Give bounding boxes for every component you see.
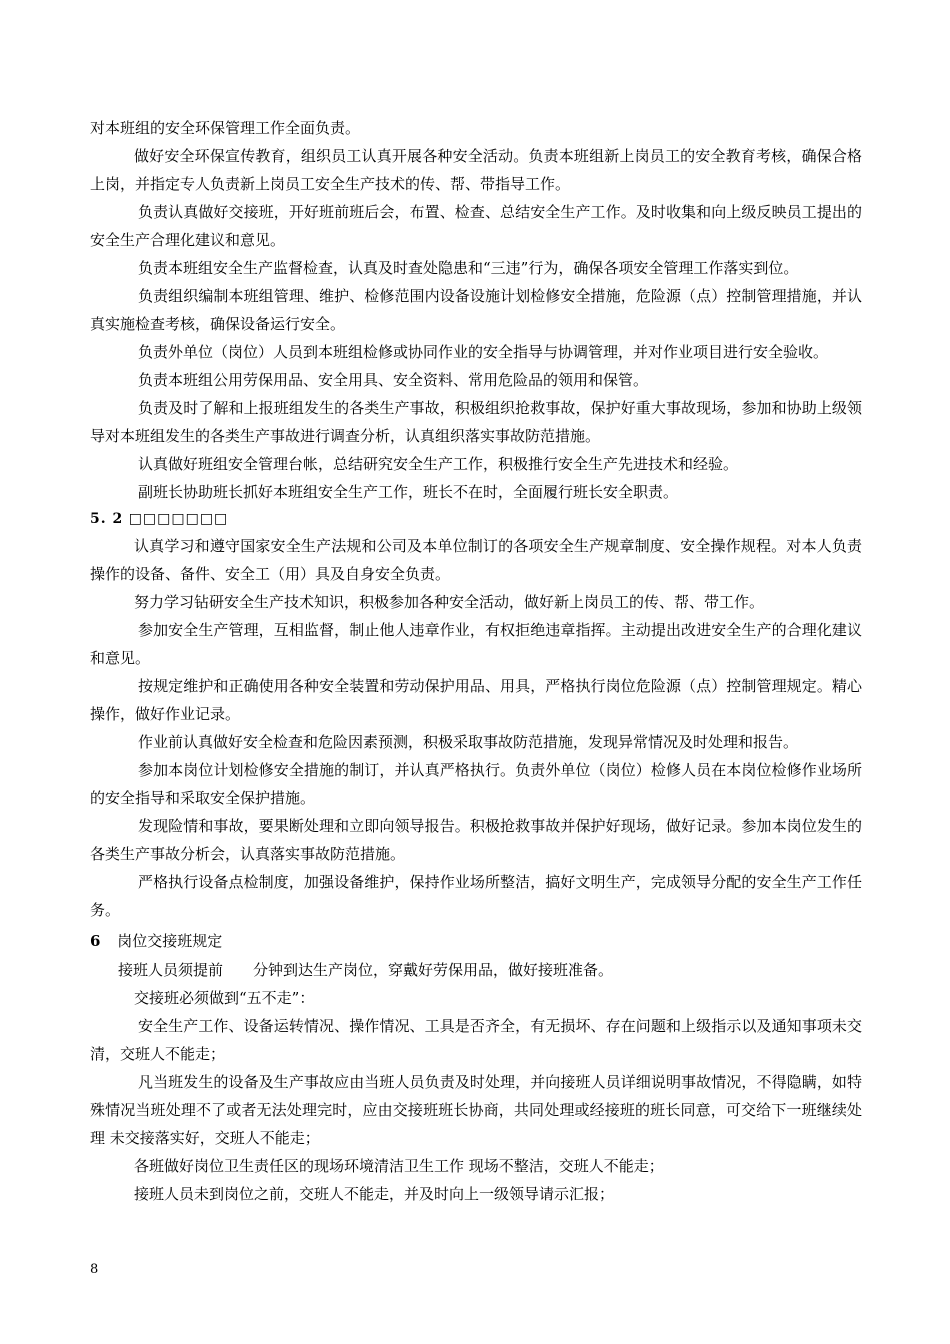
section-heading-5-2 xyxy=(90,506,862,532)
handover-item: 安全生产工作、设备运转情况、操作情况、工具是否齐全，有无损坏、存在问题和上级指示以及通知事项未交清，交班人不能走； xyxy=(90,1017,862,1063)
paragraph: 严格执行设备点检制度，加强设备维护，保持作业场所整洁，搞好文明生产，完成领导分配的安全生产工作任务。 xyxy=(90,873,862,919)
paragraph: 参加本岗位计划检修安全措施的制订，并认真严格执行。负责外单位（岗位）检修人员在本岗位检修作业场所的安全指导和采取安全保护措施。 xyxy=(90,761,862,807)
paragraph: 负责本班组公用劳保用品、安全用具、安全资料、常用危险品的领用和保管。 xyxy=(138,371,649,389)
paragraph: 参加安全生产管理，互相监督，制止他人违章作业，有权拒绝违章指挥。主动提出改进安全生产的合理化建议和意见。 xyxy=(90,621,862,667)
handover-text: 分钟到达生产岗位，穿戴好劳保用品，做好接班准备。 xyxy=(253,961,614,979)
paragraph: 副班长协助班长抓好本班组安全生产工作，班长不在时，全面履行班长安全职责。 xyxy=(138,483,679,501)
paragraph: 负责本班组安全生产监督检查，认真及时查处隐患和“三违”行为，确保各项安全管理工作落实到位。 xyxy=(138,259,799,277)
paragraph: 对本班组的安全环保管理工作全面负责。 xyxy=(90,119,361,137)
paragraph: 负责组织编制本班组管理、维护、检修范围内设备设施计划检修安全措施，危险源（点）控制管理措施，并认真实施检查考核，确保设备运行安全。 xyxy=(90,287,862,333)
section-title: 岗位交接班规定 xyxy=(117,932,223,950)
section-heading-6 xyxy=(90,926,862,956)
paragraph: 负责外单位（岗位）人员到本班组检修或协同作业的安全指导与协调管理，并对作业项目进行安全验收。 xyxy=(138,343,829,361)
paragraph: 按规定维护和正确使用各种安全装置和劳动保护用品、用具，严格执行岗位危险源（点）控制管理规定。精心操作，做好作业记录。 xyxy=(90,677,862,723)
page-number: 8 xyxy=(90,1262,99,1277)
handover-text: 接班人员须提前 xyxy=(118,961,224,979)
handover-line xyxy=(90,956,862,984)
section-number: 6 xyxy=(90,932,101,950)
paragraph: 认真学习和遵守国家安全生产法规和公司及本单位制订的各项安全生产规章制度、安全操作规程。对本人负责操作的设备、备件、安全工（用）具及自身安全负责。 xyxy=(90,537,862,583)
paragraph: 发现险情和事故，要果断处理和立即向领导报告。积极抢救事故并保护好现场，做好记录。参加本岗位发生的各类生产事故分析会，认真落实事故防范措施。 xyxy=(90,817,862,863)
paragraph: 努力学习钻研安全生产技术知识，积极参加各种安全活动，做好新上岗员工的传、帮、带工作。 xyxy=(134,593,765,611)
page-content xyxy=(90,114,862,1208)
section-title: □□□□□□□ xyxy=(128,511,229,527)
handover-item: 接班人员未到岗位之前，交班人不能走，并及时向上一级领导请示汇报； xyxy=(134,1185,615,1203)
paragraph: 认真做好班组安全管理台帐，总结研究安全生产工作，积极推行安全生产先进技术和经验。 xyxy=(138,455,739,473)
handover-item: 凡当班发生的设备及生产事故应由当班人员负责及时处理，并向接班人员详细说明事故情况，不得隐瞒，如特殊情况当班处理不了或者无法处理完时，应由交接班班长协商，共同处理或经接班的班长同意，可交给下一班继续处理 未交接落实好，交班人不能走； xyxy=(90,1073,862,1147)
paragraph: 负责及时了解和上报班组发生的各类生产事故，积极组织抢救事故，保护好重大事故现场，参加和协助上级领导对本班组发生的各类生产事故进行调查分析，认真组织落实事故防范措施。 xyxy=(90,399,862,445)
paragraph: 负责认真做好交接班，开好班前班后会，布置、检查、总结安全生产工作。及时收集和向上级反映员工提出的安全生产合理化建议和意见。 xyxy=(90,203,862,249)
handover-line: 交接班必须做到“五不走”： xyxy=(134,989,315,1007)
handover-item: 各班做好岗位卫生责任区的现场环境清洁卫生工作 现场不整洁，交班人不能走； xyxy=(134,1157,664,1175)
section-number: 5. 2 xyxy=(90,511,124,527)
paragraph: 做好安全环保宣传教育，组织员工认真开展各种安全活动。负责本班组新上岗员工的安全教育考核，确保合格上岗，并指定专人负责新上岗员工安全生产技术的传、帮、带指导工作。 xyxy=(90,147,862,193)
paragraph: 作业前认真做好安全检查和危险因素预测，积极采取事故防范措施，发现异常情况及时处理和报告。 xyxy=(138,733,799,751)
